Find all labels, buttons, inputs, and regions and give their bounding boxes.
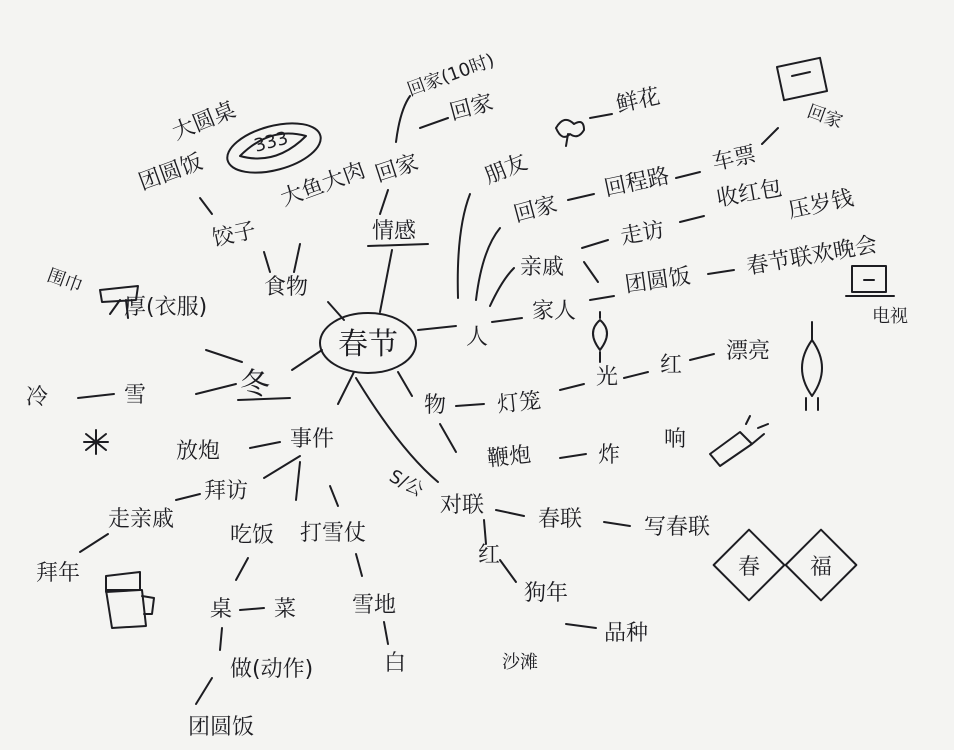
edge-objects-lantern bbox=[456, 404, 484, 406]
gift-icon bbox=[106, 572, 154, 628]
edge-center-people bbox=[418, 326, 456, 330]
edge-people-friends bbox=[458, 194, 470, 298]
edge-spring-write bbox=[604, 522, 630, 526]
people-red-envelope: 收红包 bbox=[714, 175, 785, 212]
food-node: 食物 bbox=[264, 275, 309, 300]
food-dish-tag: 333 bbox=[251, 127, 291, 157]
events-cook: 做(动作) bbox=[230, 657, 314, 682]
edge-eat-table bbox=[236, 558, 248, 580]
edge-dumplings-reunion bbox=[200, 198, 212, 214]
events-table: 桌 bbox=[210, 597, 233, 622]
objects-light: 光 bbox=[596, 365, 619, 390]
edge-people-family bbox=[492, 318, 522, 322]
edge-couplet-spring bbox=[496, 510, 524, 516]
people-friends: 朋友 bbox=[480, 149, 532, 190]
edge-relatives-family bbox=[584, 262, 598, 282]
people-tv: 电视 bbox=[872, 306, 908, 327]
objects-breed: 品种 bbox=[604, 621, 649, 646]
edge-events-greet bbox=[264, 456, 300, 478]
edge-center-winter bbox=[292, 350, 322, 370]
edge-visiting-newyear bbox=[80, 534, 108, 552]
food-big-table: 大圆桌 bbox=[168, 97, 240, 146]
edge-road-ticket bbox=[676, 172, 700, 178]
edge-friends-flowers bbox=[590, 114, 612, 118]
edge-table-cook bbox=[220, 628, 222, 650]
edge-zodiac-breed bbox=[566, 624, 596, 628]
winter-node: 冬 bbox=[240, 367, 270, 402]
edge-cook-dinner bbox=[196, 678, 212, 704]
edge-home-time bbox=[396, 96, 410, 142]
edge-center-food bbox=[328, 302, 344, 320]
events-greet: 拜访 bbox=[204, 479, 249, 504]
emotion-node: 情感 bbox=[372, 219, 417, 244]
objects-sea: 沙滩 bbox=[502, 652, 538, 673]
people-give-money: 压岁钱 bbox=[786, 185, 856, 224]
people-ticket: 车票 bbox=[710, 142, 759, 176]
ticket-icon bbox=[777, 58, 827, 100]
people-node: 人 bbox=[466, 325, 489, 350]
edge-snowball-field bbox=[356, 554, 362, 576]
objects-couplet-tag: S/公 bbox=[385, 465, 427, 502]
food-fish: 大鱼大肉 bbox=[277, 158, 369, 212]
edge-events-fireworks bbox=[250, 442, 280, 448]
objects-sound: 响 bbox=[664, 427, 687, 452]
edge-food-dumplings bbox=[264, 252, 270, 272]
objects-zodiac: 狗年 bbox=[524, 581, 569, 606]
edge-family-dinner bbox=[590, 296, 614, 300]
center-node: 春节 bbox=[338, 327, 398, 362]
lantern-icon-large bbox=[802, 322, 822, 410]
edge-winter-snow bbox=[196, 384, 236, 394]
emotion-home-b: 回家 bbox=[447, 90, 497, 126]
objects-red: 红 bbox=[660, 353, 683, 378]
edge-center-emotion bbox=[380, 250, 392, 312]
edge-objects-firecracker bbox=[440, 424, 456, 452]
events-dinner: 团圆饭 bbox=[188, 715, 255, 740]
people-dinner: 团圆饭 bbox=[623, 263, 693, 298]
people-relatives: 亲戚 bbox=[520, 255, 565, 280]
ticket-icon-mark bbox=[792, 72, 810, 76]
objects-couplet: 对联 bbox=[440, 493, 485, 518]
edge-route-road bbox=[568, 194, 594, 200]
edge-table-dishes bbox=[240, 608, 264, 610]
edge-people-relatives bbox=[490, 268, 514, 306]
firecracker-icon bbox=[710, 416, 768, 466]
events-new-year-greet: 拜年 bbox=[36, 561, 81, 586]
fu-char-1: 春 bbox=[738, 555, 761, 580]
objects-lantern: 灯笼 bbox=[496, 388, 543, 418]
people-ticket-label: 回家 bbox=[804, 100, 846, 134]
edge-dinner-gala bbox=[708, 270, 734, 274]
people-route: 回家 bbox=[511, 192, 561, 228]
edge-couplet-red bbox=[484, 520, 486, 544]
events-visiting: 走亲戚 bbox=[108, 507, 175, 532]
objects-explode: 炸 bbox=[598, 443, 621, 468]
winter-thick: 厚(衣服) bbox=[124, 295, 208, 320]
people-visit: 走访 bbox=[618, 217, 667, 250]
events-snowfield: 雪地 bbox=[352, 593, 397, 618]
snowflake-icon bbox=[84, 430, 108, 454]
objects-spring-couplet: 春联 bbox=[538, 507, 583, 532]
edge-events-snowball bbox=[330, 486, 338, 506]
edge-visit-envelope bbox=[680, 216, 704, 222]
flower-icon bbox=[556, 120, 584, 146]
objects-write: 写春联 bbox=[644, 515, 711, 540]
people-flowers: 鲜花 bbox=[614, 84, 663, 118]
events-node: 事件 bbox=[290, 427, 335, 452]
objects-node: 物 bbox=[424, 393, 447, 418]
objects-beauty: 漂亮 bbox=[726, 339, 771, 364]
edge-center-objects bbox=[398, 372, 412, 396]
edge-people-route bbox=[476, 228, 500, 300]
edge-ticket-icon bbox=[762, 128, 778, 144]
people-family: 家人 bbox=[532, 299, 577, 324]
events-fireworks: 放炮 bbox=[176, 439, 221, 464]
edge-emotion-home bbox=[380, 190, 388, 214]
edge-red-beauty bbox=[690, 354, 714, 360]
fu-char-2: 福 bbox=[810, 555, 833, 580]
emotion-home-time: 回家(10时) bbox=[404, 49, 498, 101]
edge-winter-thick bbox=[206, 350, 242, 362]
people-gala: 春节联欢晚会 bbox=[744, 232, 880, 280]
events-white: 白 bbox=[384, 651, 407, 676]
edge-greet-visiting bbox=[176, 494, 200, 500]
edge-light-red bbox=[624, 372, 648, 378]
emotion-home-a: 回家 bbox=[372, 150, 422, 188]
edge-events-eat bbox=[296, 462, 300, 500]
lantern-icon-small bbox=[593, 312, 607, 362]
edge-red-zodiac bbox=[500, 560, 516, 582]
objects-firecracker: 鞭炮 bbox=[486, 442, 533, 472]
edge-food-fish bbox=[294, 244, 300, 272]
edge-snow-cold bbox=[78, 394, 114, 398]
edge-home-home2 bbox=[420, 118, 448, 128]
events-dishes: 菜 bbox=[274, 597, 297, 622]
food-reunion: 团圆饭 bbox=[135, 149, 207, 196]
edge-firecracker-explode bbox=[560, 454, 586, 458]
winter-scarf: 围巾 bbox=[44, 264, 86, 298]
winter-cold: 冷 bbox=[26, 385, 49, 410]
edge-field-white bbox=[384, 622, 388, 644]
events-snowball: 打雪仗 bbox=[300, 521, 367, 546]
edge-relatives-visit bbox=[582, 240, 608, 248]
emotion-underline bbox=[368, 244, 428, 246]
objects-red2: 红 bbox=[478, 543, 501, 568]
people-road: 回程路 bbox=[602, 163, 672, 202]
winter-snow: 雪 bbox=[124, 383, 147, 408]
edge-center-events bbox=[338, 372, 354, 404]
events-eat: 吃饭 bbox=[230, 523, 275, 548]
food-dumplings: 饺子 bbox=[210, 218, 259, 252]
edge-lantern-light bbox=[560, 384, 584, 390]
